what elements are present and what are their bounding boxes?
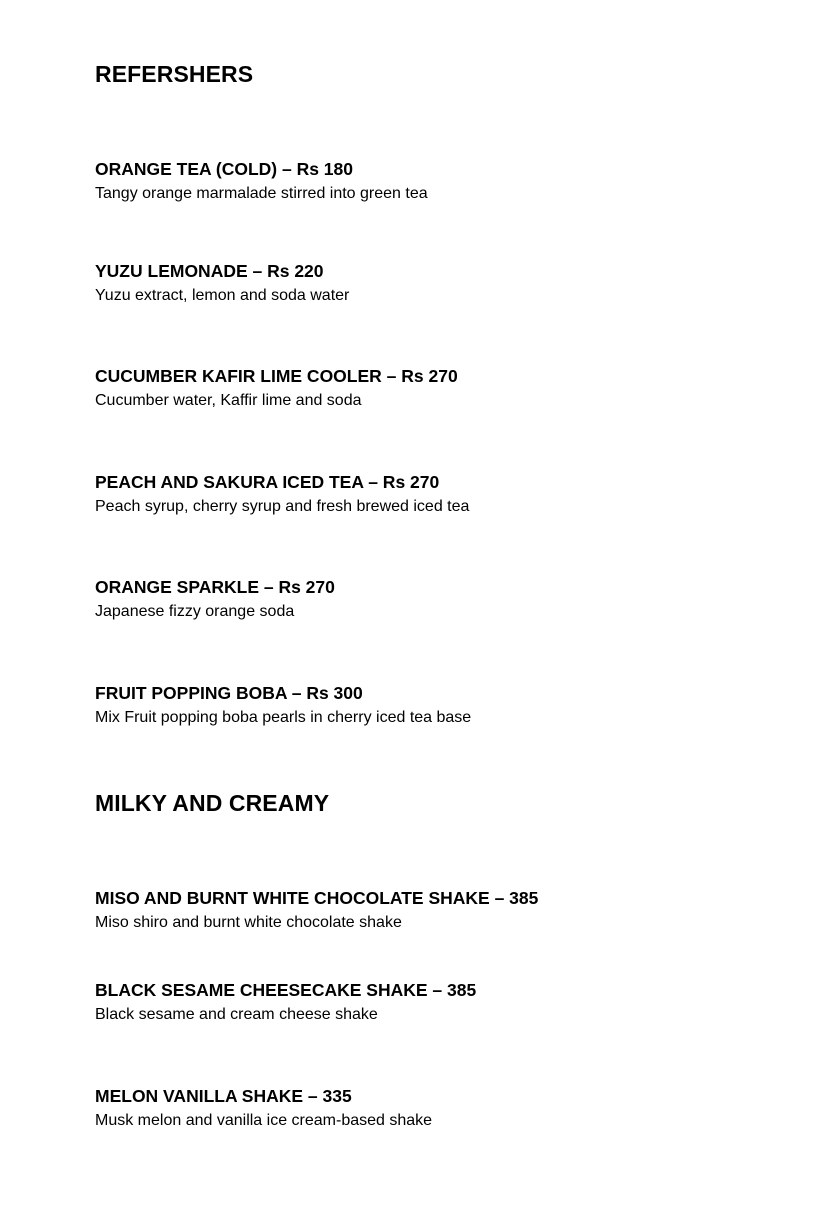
menu-item-description: Peach syrup, cherry syrup and fresh brewed iced tea [95,498,470,515]
menu-item-name: ORANGE SPARKLE – Rs 270 [95,577,335,597]
menu-item [95,365,775,411]
section-title-milky-and-creamy: MILKY AND CREAMY [95,790,330,816]
menu-item-name: ORANGE TEA (COLD) – Rs 180 [95,159,354,179]
menu-item-description: Mix Fruit popping boba pearls in cherry iced tea base [95,709,472,726]
menu-item [95,682,775,728]
menu-item-name: YUZU LEMONADE – Rs 220 [95,261,324,281]
menu-item [95,158,775,204]
menu-item-description: Miso shiro and burnt white chocolate shake [95,914,402,931]
section-title-refreshers: REFERSHERS [95,61,254,87]
menu-item [95,979,775,1025]
menu-item-description: Yuzu extract, lemon and soda water [95,287,350,304]
menu-item-description: Tangy orange marmalade stirred into green tea [95,185,428,202]
menu-item-name: CUCUMBER KAFIR LIME COOLER – Rs 270 [95,366,458,386]
menu-item-name: MELON VANILLA SHAKE – 335 [95,1086,352,1106]
menu-item [95,260,775,306]
menu-item [95,887,775,933]
menu-item-description: Black sesame and cream cheese shake [95,1006,378,1023]
menu-item [95,471,775,517]
menu-item [95,576,775,622]
menu-item-name: BLACK SESAME CHEESECAKE SHAKE – 385 [95,980,477,1000]
menu-item-name: FRUIT POPPING BOBA – Rs 300 [95,683,363,703]
menu-item-name: PEACH AND SAKURA ICED TEA – Rs 270 [95,472,440,492]
menu-item-description: Japanese fizzy orange soda [95,603,295,620]
menu-item-description: Cucumber water, Kaffir lime and soda [95,392,362,409]
menu-item [95,1085,775,1131]
menu-item-name: MISO AND BURNT WHITE CHOCOLATE SHAKE – 385 [95,888,539,908]
menu-item-description: Musk melon and vanilla ice cream-based shake [95,1112,433,1129]
